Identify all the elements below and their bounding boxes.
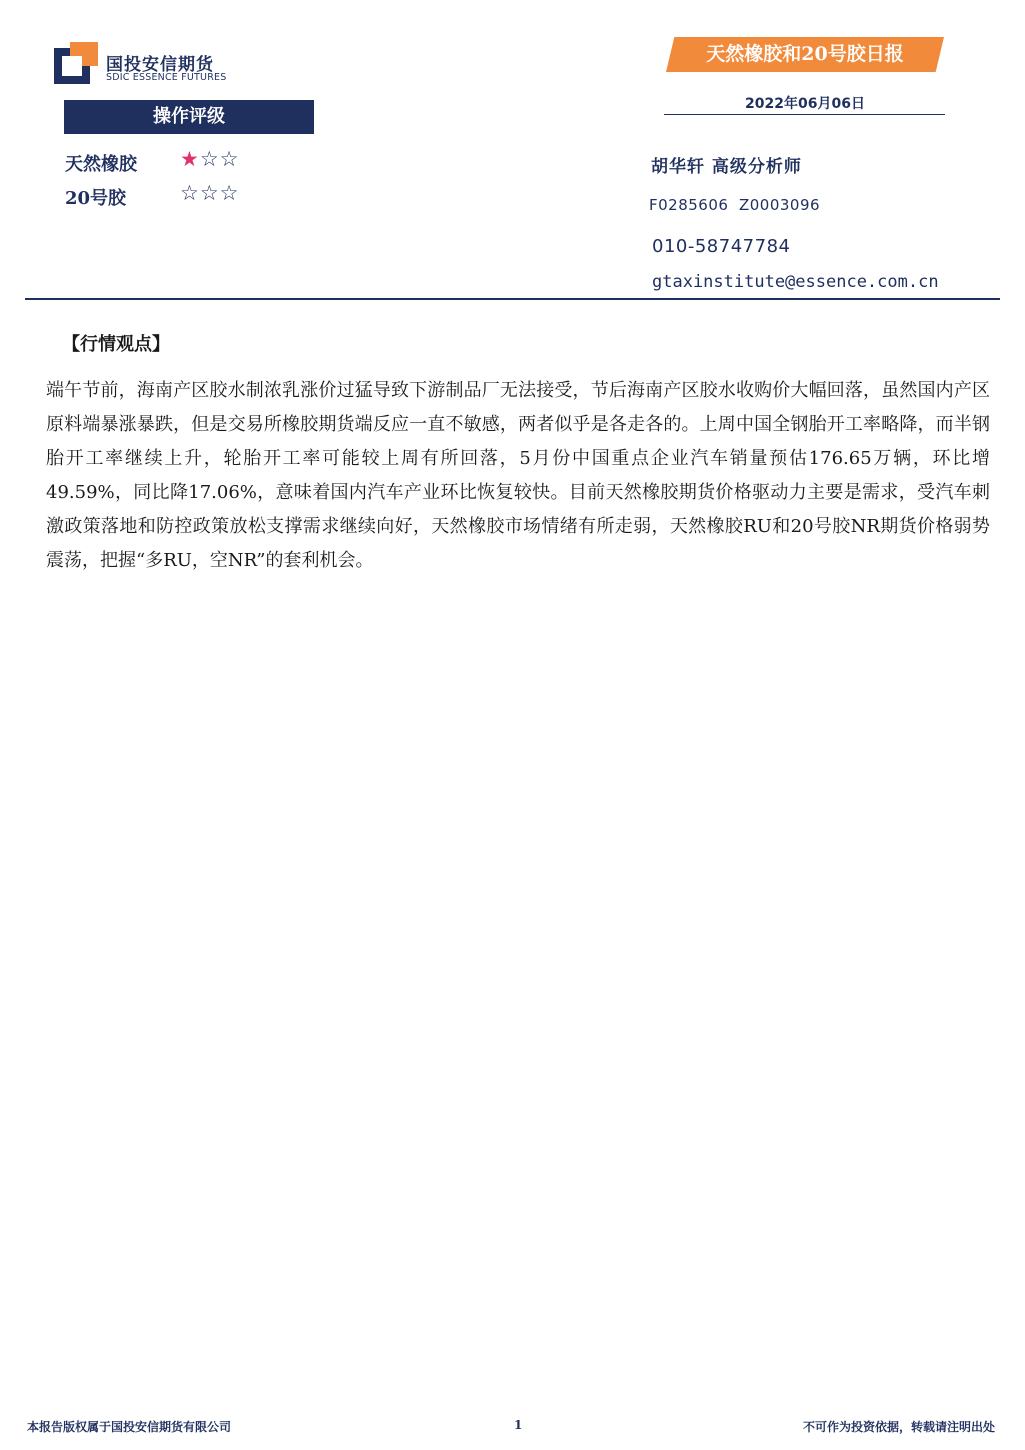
rating-stars (180, 181, 239, 205)
company-logo-icon (54, 42, 98, 84)
analyst-name-title: 胡华轩 高级分析师 (651, 157, 802, 177)
rating-item-name: 天然橡胶 (65, 154, 137, 175)
date-divider (664, 114, 945, 115)
rating-heading: 操作评级 (64, 100, 314, 134)
analyst-email-link[interactable]: gtaxinstitute@essence.com.cn (652, 272, 939, 292)
report-title: 天然橡胶和20号胶日报 (706, 43, 904, 65)
star-empty-icon: ☆ (219, 181, 240, 205)
header-divider (25, 298, 1000, 300)
star-empty-icon: ☆ (219, 147, 240, 171)
market-view-paragraph: 端午节前，海南产区胶水制浓乳涨价过猛导致下游制品厂无法接受，节后海南产区胶水收购价大幅回落，虽然国内产区原料端暴涨暴跌，但是交易所橡胶期货端反应一直不敏感，两者似乎是各走各的。上周中国全钢胎开工率略降，而半钢胎开工率继续上升，轮胎开工率可能较上周有所回落，5月份中国重点企业汽车销量预估176.65万辆，环比增49.59%，同比降17.06%，意味着国内汽车产业环比恢复较快。目前天然橡胶期货价格驱动力主要是需求，受汽车刺激政策落地和防控政策放松支撑需求继续向好，天然橡胶市场情绪有所走弱，天然橡胶RU和20号胶NR期货价格弱势震荡，把握“多RU，空NR”的套利机会。 (46, 380, 990, 571)
rating-stars (180, 147, 239, 171)
company-name-cn: 国投安信期货 (106, 55, 214, 75)
star-empty-icon: ☆ (180, 181, 200, 205)
star-filled-icon: ★ (180, 147, 200, 171)
company-name-en: SDIC ESSENCE FUTURES (106, 72, 227, 83)
star-empty-icon: ☆ (199, 181, 220, 205)
report-date: 2022年06月06日 (745, 96, 865, 112)
rating-item-name: 20号胶 (65, 188, 127, 209)
section-heading: 【行情观点】 (62, 334, 170, 355)
analyst-phone: 010-58747784 (652, 236, 791, 257)
footer-disclaimer: 不可作为投资依据，转载请注明出处 (802, 1420, 995, 1434)
page-number: 1 (514, 1418, 523, 1432)
analyst-certificate: F0285606 Z0003096 (649, 196, 821, 214)
footer-copyright: 本报告版权属于国投安信期货有限公司 (27, 1420, 232, 1434)
star-empty-icon: ☆ (199, 147, 220, 171)
